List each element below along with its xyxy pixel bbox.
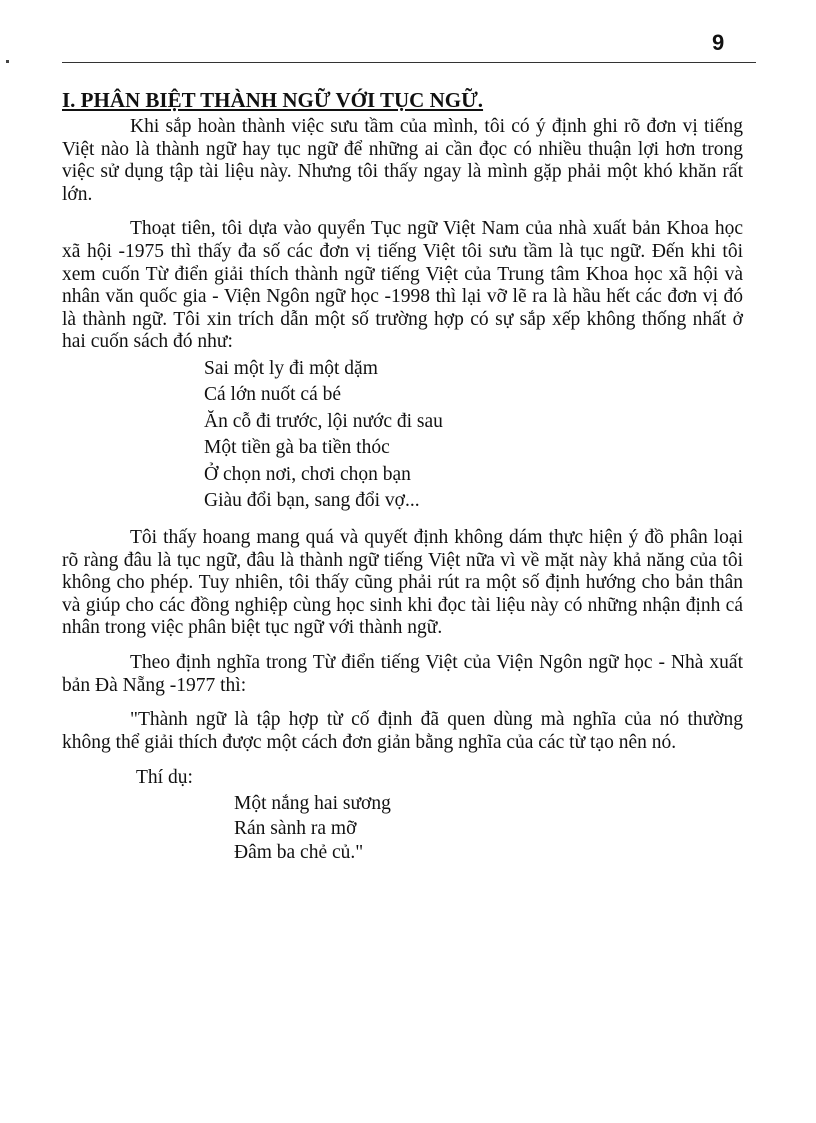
paragraph-4: Theo định nghĩa trong Từ điển tiếng Việt của Viện Ngôn ngữ học - Nhà xuất bản Đà Nẵng -1977 thì: [62, 651, 743, 696]
paragraph-2: Thoạt tiên, tôi dựa vào quyển Tục ngữ Việt Nam của nhà xuất bản Khoa học xã hội -1975 thì thấy đa số các đơn vị tiếng Việt tôi sưu tầm là tục ngữ. Đến khi tôi xem cuốn Từ điển giải thích thành ngữ tiếng Việt của Trung tâm Khoa học xã hội và nhân văn quốc gia - Viện Ngôn ngữ học -1998 thì lại vỡ lẽ ra là hầu hết các đơn vị đó là thành ngữ. Tôi xin trích dẫn một số trường hợp có sự sắp xếp không thống nhất ở hai cuốn sách đó như: [62, 218, 743, 353]
proverb-line: Một tiền gà ba tiền thóc [204, 437, 390, 459]
idiom-line: Rán sành ra mỡ [234, 817, 357, 839]
proverb-line: Ở chọn nơi, chơi chọn bạn [204, 463, 411, 485]
example-label: Thí dụ: [136, 767, 193, 789]
definition-quote: "Thành ngữ là tập hợp từ cố định đã quen dùng mà nghĩa của nó thường không thể giải thích được một cách đơn giản bằng nghĩa của các từ tạo nên nó. [62, 709, 743, 753]
proverb-line: Giàu đổi bạn, sang đổi vợ... [204, 490, 420, 512]
header-rule [62, 62, 756, 63]
page-number: 9 [712, 30, 725, 55]
idiom-line: Một nắng hai sương [234, 793, 391, 815]
proverb-line: Ăn cỗ đi trước, lội nước đi sau [204, 410, 443, 432]
scan-mark [6, 60, 9, 63]
paragraph-1: Khi sắp hoàn thành việc sưu tầm của mình, tôi có ý định ghi rõ đơn vị tiếng Việt nào là thành ngữ hay tục ngữ để những ai cần đọc có nhiều thuận lợi hơn trong việc sử dụng tập tài liệu này. Nhưng tôi thấy ngay là mình gặp phải một khó khăn rất lớn. [62, 116, 743, 205]
proverb-line: Cá lớn nuốt cá bé [204, 384, 342, 406]
idiom-list [234, 792, 743, 866]
idiom-line: Đâm ba chẻ củ." [234, 842, 364, 864]
proverb-line: Sai một ly đi một dặm [204, 357, 378, 379]
paragraph-3: Tôi thấy hoang mang quá và quyết định không dám thực hiện ý đồ phân loại rõ ràng đâu là tục ngữ, đâu là thành ngữ tiếng Việt nữa vì về mặt này khả năng của tôi không cho phép. Tuy nhiên, tôi thấy cũng phải rút ra một số định hướng cho bản thân và giúp cho các đồng nghiệp cùng học sinh khi đọc tài liệu này có những nhận định cá nhân trong việc phân biệt tục ngữ với thành ngữ. [62, 526, 743, 639]
proverb-list [204, 356, 743, 515]
page-content [62, 88, 743, 866]
section-heading: I. PHÂN BIỆT THÀNH NGỮ VỚI TỤC NGỮ. [62, 88, 484, 112]
